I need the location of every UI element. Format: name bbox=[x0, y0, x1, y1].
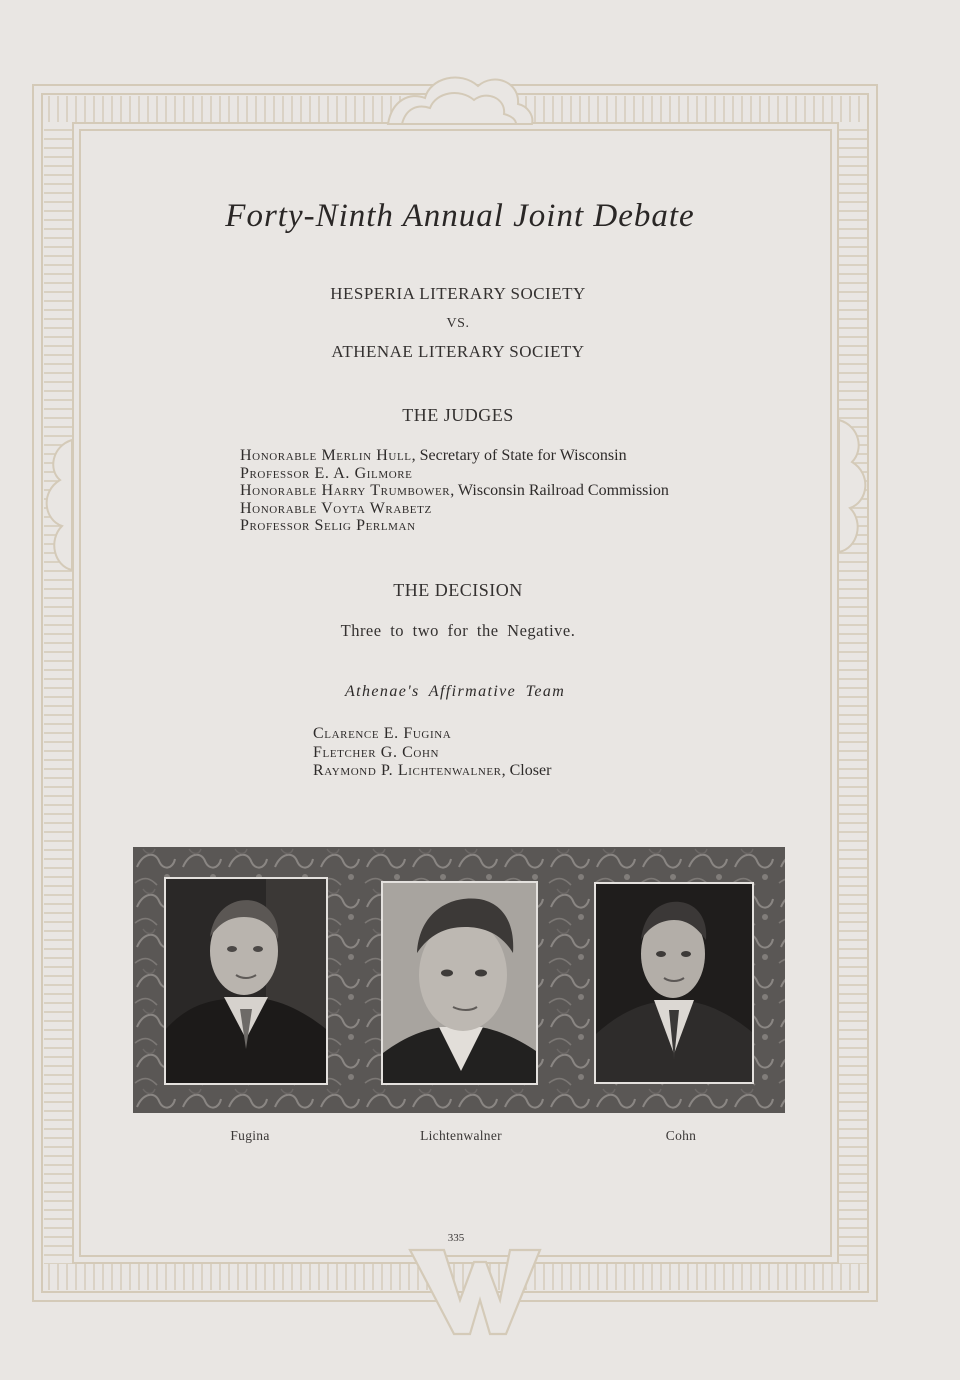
caption-fugina: Fugina bbox=[230, 1128, 270, 1143]
portrait-image bbox=[166, 879, 326, 1083]
photo-band bbox=[133, 847, 785, 1113]
judge-name: Honorable Voyta Wrabetz bbox=[240, 499, 432, 517]
portrait-fugina bbox=[164, 877, 328, 1085]
judge-title: , Secretary of State for Wisconsin bbox=[411, 447, 627, 464]
judge-item bbox=[240, 465, 669, 483]
judges-heading: THE JUDGES bbox=[402, 405, 514, 425]
portrait-image bbox=[596, 884, 752, 1082]
team-list bbox=[313, 725, 551, 781]
team-member bbox=[313, 725, 551, 744]
judge-title: , Wisconsin Railroad Commission bbox=[450, 482, 669, 499]
decision-text: Three to two for the Negative. bbox=[340, 621, 576, 640]
member-role: , Closer bbox=[501, 762, 552, 779]
judge-item bbox=[240, 447, 669, 465]
society-one: HESPERIA LITERARY SOCIETY bbox=[330, 284, 586, 303]
team-title: Athenae's Affirmative Team bbox=[345, 683, 566, 700]
judge-name: Honorable Merlin Hull bbox=[240, 447, 412, 464]
society-two: ATHENAE LITERARY SOCIETY bbox=[331, 342, 585, 361]
judge-name: Professor E. A. Gilmore bbox=[240, 464, 413, 482]
decision-heading: THE DECISION bbox=[393, 580, 523, 600]
team-member bbox=[313, 744, 551, 763]
member-name: Raymond P. Lichtenwalner bbox=[313, 762, 502, 779]
judge-name: Honorable Harry Trumbower bbox=[240, 482, 451, 499]
portrait-image bbox=[383, 883, 536, 1083]
member-name: Clarence E. Fugina bbox=[313, 725, 452, 742]
judge-item bbox=[240, 500, 669, 518]
versus-label: VS. bbox=[446, 316, 470, 331]
team-member bbox=[313, 762, 551, 781]
page-number: 335 bbox=[447, 1232, 465, 1244]
judge-item bbox=[240, 482, 669, 500]
judges-list bbox=[240, 447, 669, 535]
judge-item bbox=[240, 517, 669, 535]
portrait-cohn bbox=[594, 882, 754, 1084]
judge-name: Professor Selig Perlman bbox=[240, 517, 416, 534]
page-title: Forty-Ninth Annual Joint Debate bbox=[225, 198, 695, 234]
caption-cohn: Cohn bbox=[665, 1128, 697, 1143]
portrait-lichtenwalner bbox=[381, 881, 538, 1085]
caption-lichtenwalner: Lichtenwalner bbox=[420, 1128, 502, 1143]
member-name: Fletcher G. Cohn bbox=[313, 743, 440, 761]
